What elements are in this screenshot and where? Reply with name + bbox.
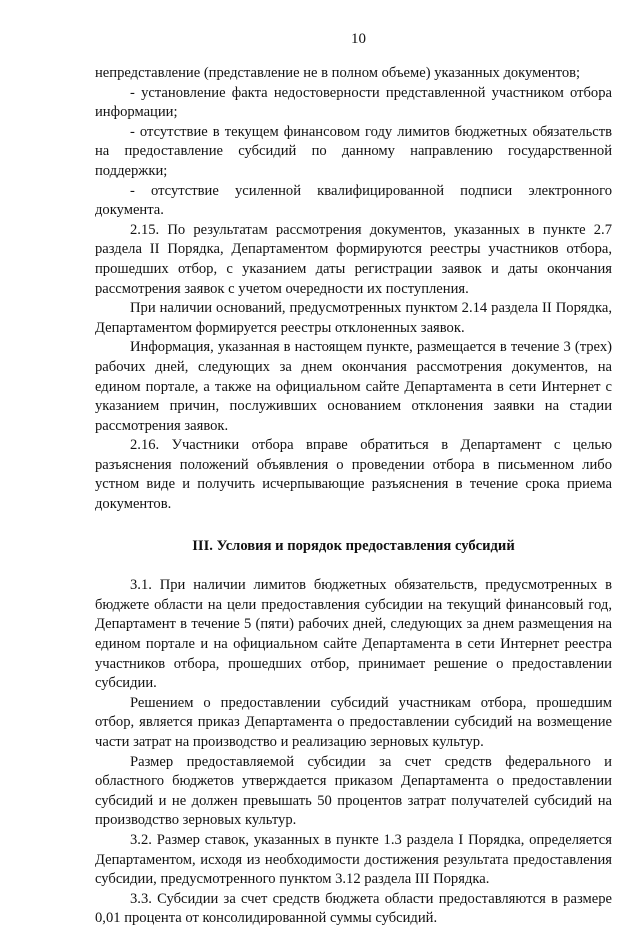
- paragraph: - установление факта недостоверности представленной участником отбора информации;: [95, 84, 612, 121]
- paragraph: - отсутствие усиленной квалифицированной подписи электронного документа.: [95, 182, 612, 219]
- paragraph: 3.2. Размер ставок, указанных в пункте 1.3 раздела I Порядка, определяется Департаментом, исходя из необходимости достижения результата предоставления субсидии, предусмотренного пунктом 3.12 раздела III Порядка.: [95, 831, 612, 888]
- text-block-bottom: [95, 576, 612, 929]
- paragraph: 2.16. Участники отбора вправе обратиться в Департамент с целью разъяснения положений объявления о проведении отбора в письменном либо устном виде и получить исчерпывающие разъяснения в течение срока приема документов.: [95, 437, 612, 513]
- paragraph: При наличии оснований, предусмотренных пунктом 2.14 раздела II Порядка, Департаментом формируется реестры отклоненных заявок.: [95, 300, 612, 336]
- paragraph: Информация, указанная в настоящем пункте, размещается в течение 3 (трех) рабочих дней, следующих за днем окончания рассмотрения документов, на едином портале, а также на официальном сайте Департамента в сети Интернет с указанием причин, послуживших основанием отклонения заявки на стадии рассмотрения заявок.: [95, 339, 612, 434]
- paragraph: 3.1. При наличии лимитов бюджетных обязательств, предусмотренных в бюджете области на цели предоставления субсидии на текущий финансовый год, Департамент в течение 5 (пяти) рабочих дней, следующих за днем размещения на едином портале и на официальном сайте Департамента в сети Интернет реестра участников отбора, прошедших отбор, принимает решение о предоставлении субсидии.: [95, 577, 612, 692]
- section-heading: III. Условия и порядок предоставления субсидий: [192, 537, 515, 554]
- paragraph: 3.3. Субсидии за счет средств бюджета области предоставляются в размере 0,01 процента от консолидированной суммы субсидий.: [95, 890, 612, 927]
- page-number: 10: [351, 31, 366, 47]
- paragraph: непредставление (представление не в полном объеме) указанных документов;: [95, 65, 581, 81]
- paragraph: 2.15. По результатам рассмотрения документов, указанных в пункте 2.7 раздела II Порядка, Департаментом формируются реестры участников отбора, прошедших отбор, с указанием даты регистрации заявок и даты окончания рассмотрения заявок с учетом очередности их поступления.: [95, 221, 612, 297]
- text-block-top: [95, 64, 612, 515]
- paragraph: - отсутствие в текущем финансовом году лимитов бюджетных обязательств на предоставление субсидий по данному направлению государственной поддержки;: [95, 123, 612, 179]
- paragraph: Размер предоставляемой субсидии за счет средств федерального и областного бюджетов утверждается приказом Департамента о предоставлении субсидий и не должен превышать 50 процентов затрат получателей субсидий на производство зерновых культур.: [95, 753, 612, 829]
- paragraph: Решением о предоставлении субсидий участникам отбора, прошедшим отбор, является приказ Департамента о предоставлении субсидий на возмещение части затрат на производство и реализацию зерновых культур.: [95, 694, 612, 750]
